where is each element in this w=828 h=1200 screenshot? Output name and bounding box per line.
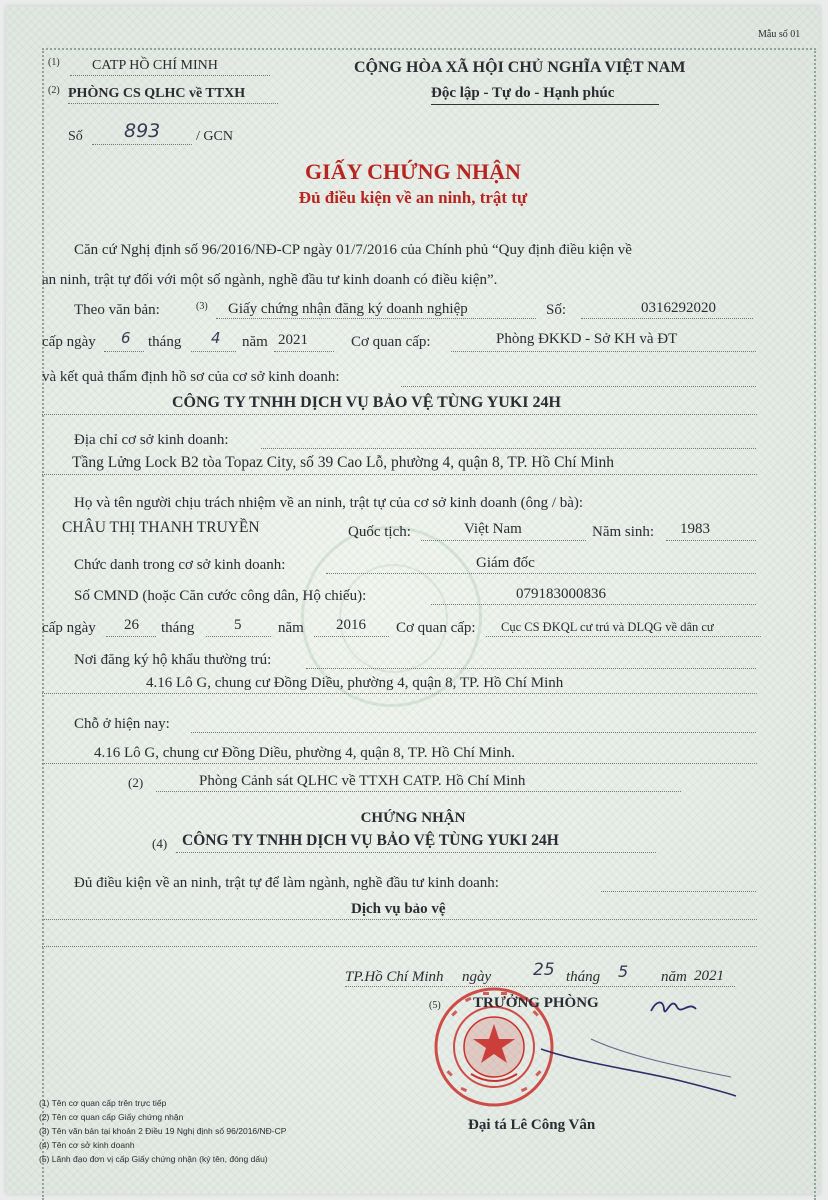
id-issuer-label: Cơ quan cấp: [396,620,476,636]
signer-role: TRƯỞNG PHÒNG [473,995,599,1011]
issued-year: 2021 [278,332,308,348]
footnote-ref-2: (2) [48,85,60,96]
footnote-4: (4) Tên cơ sở kinh doanh [39,1140,135,1150]
issuer-label: Cơ quan cấp: [351,334,431,350]
issued-month-label: tháng [148,334,182,350]
footnote-ref-3: (3) [196,301,208,312]
sign-month: 5 [618,962,629,981]
sign-day: 25 [533,960,555,980]
issued-year-label: năm [242,334,268,350]
form-code: Mẫu số 01 [758,29,801,40]
id-value: 079183000836 [516,586,606,602]
issuer-value: Phòng ĐKKD - Sở KH và ĐT [496,331,678,347]
address-value: Tầng Lửng Lock B2 tòa Topaz City, số 39 Cao Lỗ, phường 4, quận 8, TP. Hồ Chí Minh [72,454,614,471]
number-suffix: / GCN [196,129,233,144]
number-label: Số [68,129,83,144]
sign-day-label: ngày [462,969,492,985]
sign-place: TP.Hồ Chí Minh [345,969,444,985]
nationality-value: Việt Nam [464,521,522,537]
certificate-paper [6,6,820,1194]
doc-label: Theo văn bản: [74,302,160,318]
job-title-label: Chức danh trong cơ sở kinh doanh: [74,557,286,573]
id-issuer-value: Cục CS ĐKQL cư trú và DLQG về dân cư [501,620,714,634]
certified-company: CÔNG TY TNHH DỊCH VỤ BẢO VỆ TÙNG YUKI 24H [182,832,559,849]
responsible-label: Họ và tên người chịu trách nhiệm về an ninh, trật tự của cơ sở kinh doanh (ông / bà): [74,495,584,511]
agency-top: CATP HỒ CHÍ MINH [92,58,218,73]
certify-heading: CHỨNG NHẬN [360,810,466,826]
footnote-ref-5: (5) [429,1000,441,1011]
certificate-subtitle: Đủ điều kiện về an ninh, trật tự [298,188,528,207]
handwritten-signature-icon [531,991,746,1101]
doc-no-label: Số: [546,302,567,318]
footnote-ref-2b: (2) [128,775,144,790]
household-label: Nơi đăng ký hộ khẩu thường trú: [74,652,272,668]
footnote-2: (2) Tên cơ quan cấp Giấy chứng nhận [39,1112,184,1122]
current-residence-value: 4.16 Lô G, chung cư Đồng Diều, phường 4, quận 8, TP. Hồ Chí Minh. [94,745,515,761]
agency-sub: PHÒNG CS QLHC về TTXH [68,86,246,101]
basis-line-2: an ninh, trật tự đối với một số ngành, nghề đầu tư kinh doanh có điều kiện”. [42,272,498,288]
eligible-label: Đủ điều kiện về an ninh, trật tự để làm ngành, nghề đầu tư kinh doanh: [74,875,499,891]
id-year-label: năm [278,620,304,636]
footnote-3: (3) Tên văn bản tại khoản 2 Điều 19 Nghị định số 96/2016/NĐ-CP [39,1126,287,1136]
sign-year-label: năm [661,969,687,985]
doc-value: Giấy chứng nhận đăng ký doanh nghiệp [228,301,468,317]
sign-month-label: tháng [566,969,601,985]
motto-underline [431,104,659,105]
birth-value: 1983 [680,521,710,537]
id-issued-label: cấp ngày [42,620,96,636]
job-title-value: Giám đốc [476,555,535,571]
sign-year: 2021 [694,968,724,984]
id-year: 2016 [336,617,366,633]
certificate-title: GIẤY CHỨNG NHẬN [305,159,521,184]
footnote-1: (1) Tên cơ quan cấp trên trực tiếp [39,1098,167,1108]
company-name: CÔNG TY TNHH DỊCH VỤ BẢO VỆ TÙNG YUKI 24H [172,394,561,411]
footnote-ref-4: (4) [152,836,168,851]
birth-label: Năm sinh: [592,524,655,540]
certifier: Phòng Cảnh sát QLHC về TTXH CATP. Hồ Chí Minh [199,773,526,789]
id-month: 5 [234,617,242,633]
basis-line-1: Căn cứ Nghị định số 96/2016/NĐ-CP ngày 01/7/2016 của Chính phủ “Quy định điều kiện về [74,242,632,258]
country-name: CỘNG HÒA XÃ HỘI CHỦ NGHĨA VIỆT NAM [354,59,686,76]
household-value: 4.16 Lô G, chung cư Đồng Diều, phường 4, quận 8, TP. Hồ Chí Minh [146,675,564,691]
footnote-ref-1: (1) [48,57,60,68]
address-label: Địa chỉ cơ sở kinh doanh: [74,432,229,448]
id-label: Số CMND (hoặc Căn cước công dân, Hộ chiếu): [74,588,367,604]
person-name: CHÂU THỊ THANH TRUYỀN [62,519,260,536]
number-value: 893 [124,120,161,142]
issued-day: 6 [121,329,131,347]
current-residence-label: Chỗ ở hiện nay: [74,716,170,732]
business-line: Dịch vụ bảo vệ [351,901,446,917]
footnote-5: (5) Lãnh đạo đơn vị cấp Giấy chứng nhận (ký tên, đóng dấu) [39,1154,268,1164]
motto: Độc lập - Tự do - Hạnh phúc [431,85,615,101]
id-day: 26 [124,617,139,633]
doc-no-value: 0316292020 [641,300,716,316]
issued-month: 4 [211,329,221,347]
nationality-label: Quốc tịch: [348,524,411,540]
appraisal-label: và kết quả thẩm định hồ sơ của cơ sở kinh doanh: [42,369,340,385]
issued-label: cấp ngày [42,334,96,350]
signer-name: Đại tá Lê Công Vân [468,1117,596,1133]
id-month-label: tháng [161,620,195,636]
